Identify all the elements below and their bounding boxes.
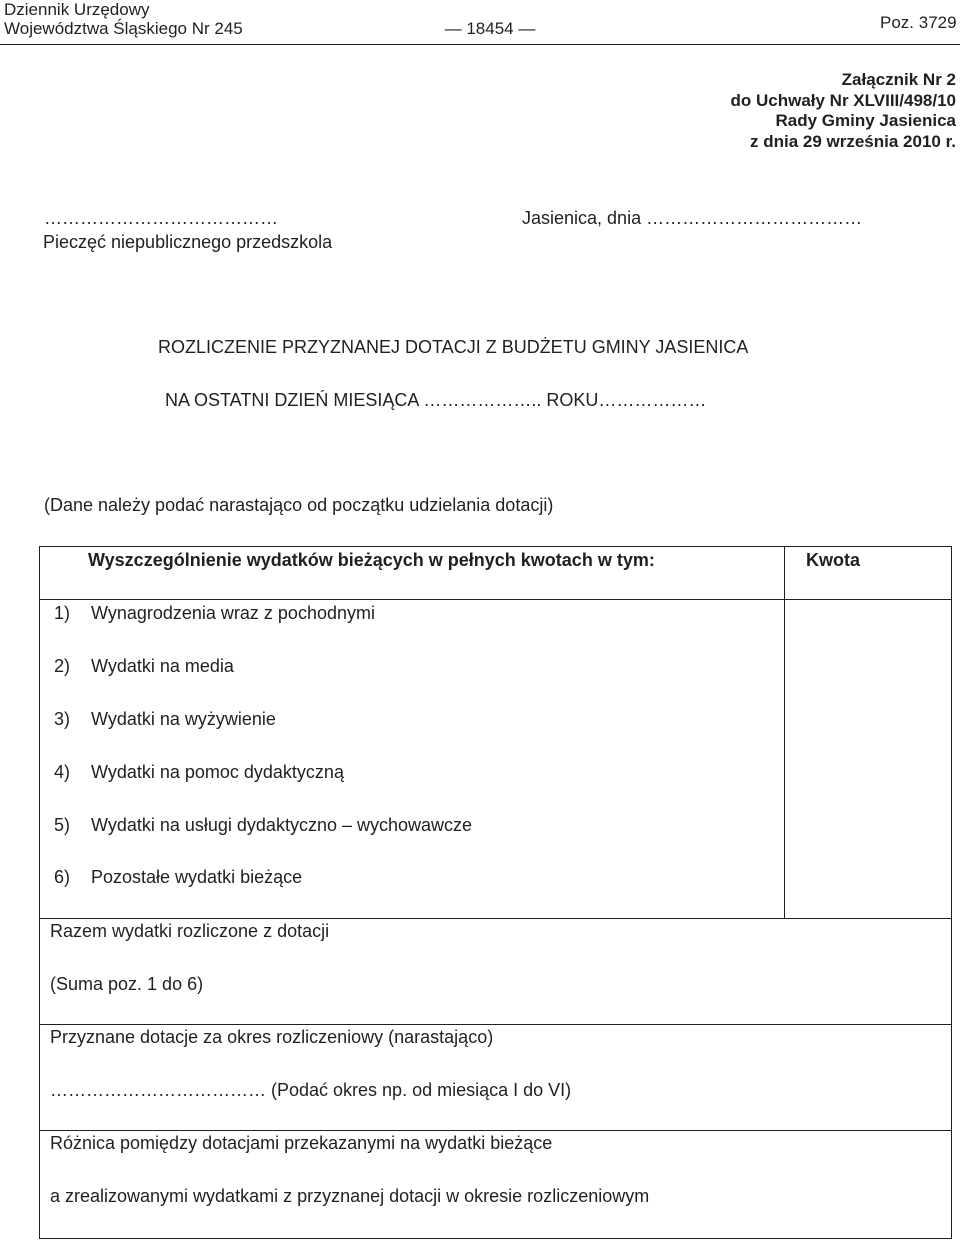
granted-bottom-rule — [40, 1130, 951, 1131]
granted-period-field: ……………………………… (Podać okres np. od miesiąca I do VI) — [50, 1080, 572, 1100]
row-label: Wydatki na pomoc dydaktyczną — [91, 762, 344, 782]
form-title: ROZLICZENIE PRZYZNANEJ DOTACJI Z BUDŻETU GMINY JASIENICA — [158, 337, 749, 357]
column-header-description: Wyszczególnienie wydatków bieżących w pełnych kwotach w tym: — [88, 550, 655, 570]
row-number: 4) — [54, 762, 71, 782]
difference-label: Różnica pomiędzy dotacjami przekazanymi na wydatki bieżące — [50, 1133, 553, 1153]
granted-label: Przyznane dotacje za okres rozliczeniowy (narastająco) — [50, 1027, 494, 1047]
items-bottom-rule — [40, 918, 951, 919]
journal-name: Dziennik Urzędowy — [4, 0, 150, 19]
row-number: 2) — [54, 656, 71, 676]
total-label: Razem wydatki rozliczone z dotacji — [50, 921, 330, 941]
annex-title: Załącznik Nr 2 — [841, 70, 956, 89]
annex-date: z dnia 29 września 2010 r. — [749, 132, 956, 151]
place-date-field: Jasienica, dnia ……………………………… — [522, 208, 863, 228]
difference-label-continued: a zrealizowanymi wydatkami z przyznanej dotacji w okresie rozliczeniowym — [50, 1186, 650, 1206]
row-label: Wydatki na usługi dydaktyczno – wychowawcze — [91, 815, 473, 835]
column-header-amount: Kwota — [806, 550, 860, 570]
stamp-label: Pieczęć niepublicznego przedszkola — [43, 232, 333, 252]
instruction-note: (Dane należy podać narastająco od początku udzielania dotacji) — [44, 495, 554, 515]
row-number: 3) — [54, 709, 71, 729]
journal-volume: Województwa Śląskiego Nr 245 — [4, 19, 243, 38]
column-divider — [784, 547, 785, 918]
header-rule — [0, 44, 960, 45]
row-number: 1) — [54, 603, 71, 623]
header-row-rule — [40, 599, 951, 600]
row-number: 5) — [54, 815, 71, 835]
page-number: — 18454 — — [444, 19, 536, 38]
row-label: Wydatki na wyżywienie — [91, 709, 276, 729]
form-subtitle: NA OSTATNI DZIEŃ MIESIĄCA ……………….. ROKU……………… — [165, 390, 707, 410]
position-number: Poz. 3729 — [880, 13, 957, 32]
row-number: 6) — [54, 867, 71, 887]
row-label: Wydatki na media — [91, 656, 234, 676]
total-sum-note: (Suma poz. 1 do 6) — [50, 974, 204, 994]
annex-resolution: do Uchwały Nr XLVIII/498/10 — [730, 91, 956, 110]
total-bottom-rule — [40, 1024, 951, 1025]
expense-table — [39, 546, 952, 1239]
row-label: Pozostałe wydatki bieżące — [91, 867, 303, 887]
annex-council: Rady Gminy Jasienica — [775, 111, 956, 130]
row-label: Wynagrodzenia wraz z pochodnymi — [91, 603, 375, 623]
stamp-placeholder-dots: ………………………………… — [44, 208, 278, 228]
